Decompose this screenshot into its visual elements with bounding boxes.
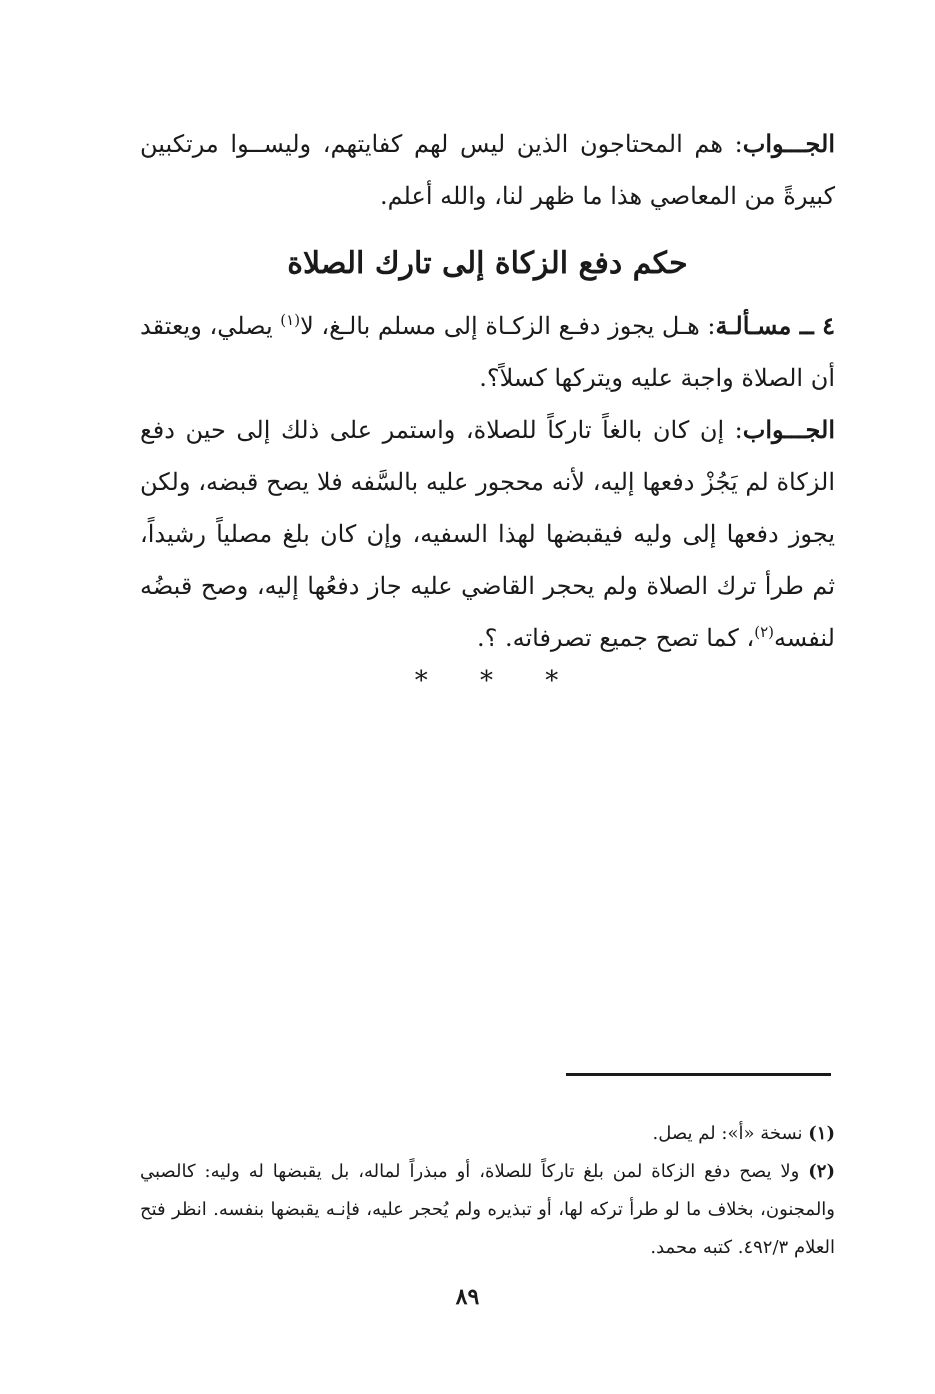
section-separator: * * * [414, 666, 561, 696]
answer-label-2: الجـــواب [742, 415, 835, 444]
footnote-text: ولا يصح دفع الزكاة لمن بلغ تاركاً للصلاة، أو مبذراً لماله، بل يقبضها له وليه: كالصبي والمجنون، بخلاف ما لو طرأ تركه لها، أو تبذيره ولم يُحجر عليه، فإنـه يقبضها بنفسه. انظر فتح العلام ٤٩٢/٣. كتبه محمد. [140, 1161, 835, 1258]
footnote-text: نسخة «أ»: لم يصل. [652, 1123, 809, 1144]
footnote-ref-2: (٢) [754, 623, 775, 641]
answer-label: الجـــواب [742, 129, 835, 158]
answer-text-a: : إن كان بالغاً تاركاً للصلاة، واستمر على ذلك إلى حين دفع الزكاة لم يَجُزْ دفعها إليه، لأنه محجور عليه بالسَّفه فلا يصح قبضه، ولكن يجوز دفعها إلى وليه فيقبضها لهذا السفيه، وإن كان بلغ مصلياً رشيداً، ثم طرأ ترك الصلاة ولم يحجر القاضي عليه جاز دفعُها إليه، وصح قبضُه لنفسه [140, 416, 835, 652]
section-heading: حكم دفع الزكاة إلى تارك الصلاة [287, 246, 688, 281]
footnote-ref-1: (١) [280, 311, 301, 329]
footnote-number: (١) [808, 1123, 835, 1144]
footnote-1 [140, 1115, 835, 1153]
answer-paragraph-2 [140, 404, 835, 664]
footnote-2 [140, 1153, 835, 1267]
answer-text-b: ، كما تصح جميع تصرفاته. ؟. [476, 624, 755, 652]
footnote-number: (٢) [808, 1161, 835, 1182]
answer-text: : هم المحتاجون الذين ليس لهم كفايتهم، وليســوا مرتكبين كبيرةً من المعاصي هذا ما ظهر لنا، والله أعلم. [140, 130, 835, 210]
page-number: ٨٩ [455, 1284, 480, 1310]
question-text-b: يصلي، ويعتقد أن الصلاة واجبة عليه ويتركها كسلاً؟. [140, 312, 835, 392]
question-text-a: : هـل يجوز دفـع الزكـاة إلى مسلم بالـغ، لا [300, 312, 716, 340]
question-label: ٤ ــ مسـألـة [715, 311, 836, 340]
answer-paragraph-1 [140, 118, 835, 222]
question-paragraph [140, 300, 835, 404]
footnote-divider [566, 1073, 831, 1076]
